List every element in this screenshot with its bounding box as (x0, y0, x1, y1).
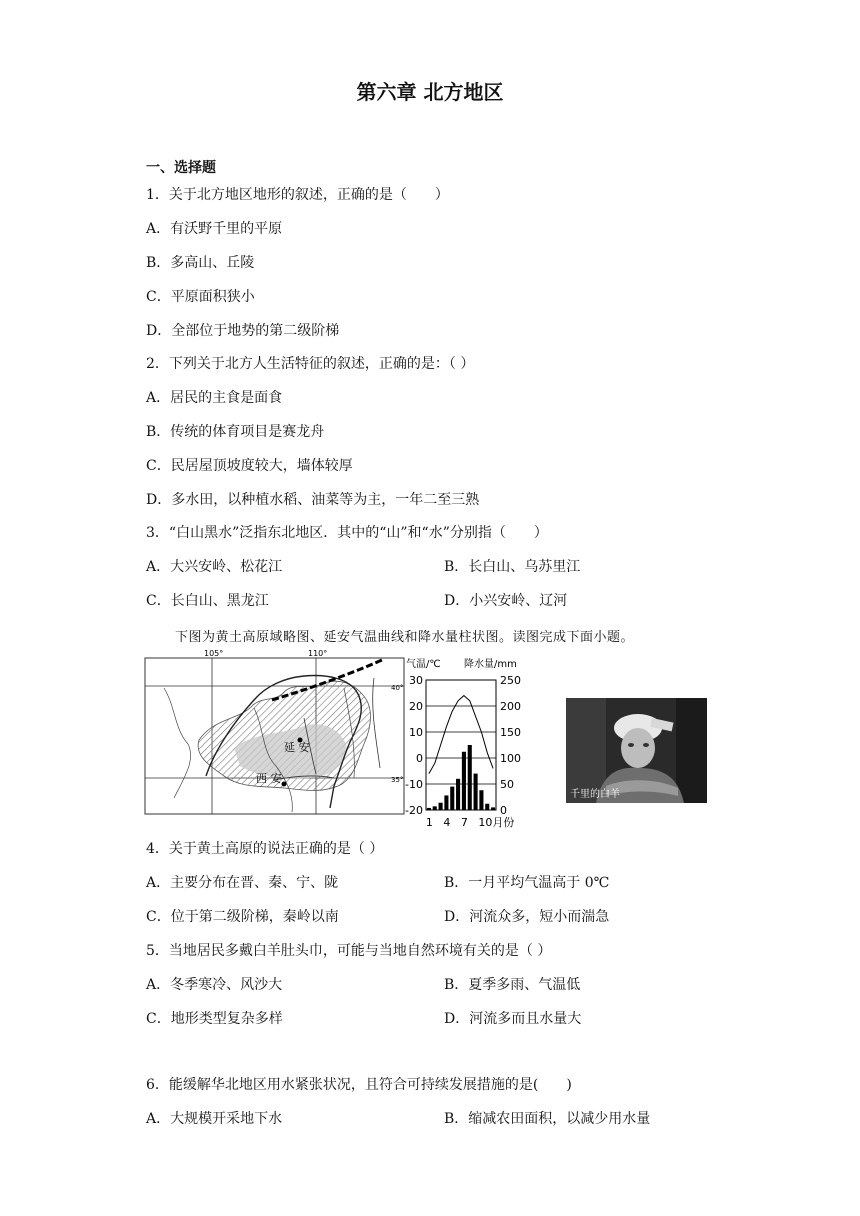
precipitation-tick-label: 150 (500, 726, 521, 739)
lon-110-label: 110° (308, 649, 328, 658)
q2-option-a: A．居民的主食是面食 (146, 390, 283, 406)
xian-marker (282, 782, 287, 787)
q5-option-a: A．冬季寒冷、风沙大 (146, 977, 283, 993)
precipitation-bar (444, 795, 448, 810)
precipitation-tick-label: 250 (500, 674, 521, 687)
q1-option-a: A．有沃野千里的平原 (146, 221, 283, 237)
precipitation-bar (491, 807, 495, 810)
section-heading: 一、选择题 (146, 160, 216, 176)
temperature-tick-label: -10 (405, 778, 423, 791)
city-xian-label: 西 安 (256, 772, 282, 785)
q2-option-d: D．多水田，以种植水稻、油菜等为主，一年二至三熟 (146, 492, 480, 508)
question-1: 1．关于北方地区地形的叙述，正确的是（ ） (146, 187, 449, 203)
face (621, 728, 655, 768)
photo-sheep-herder (566, 698, 707, 803)
precipitation-tick-label: 0 (500, 804, 507, 817)
precipitation-bar (427, 808, 431, 810)
precipitation-tick-label: 50 (500, 778, 514, 791)
precipitation-bar (468, 745, 472, 810)
figure-intro: 下图为黄土高原域略图、延安气温曲线和降水量柱状图。读图完成下面小题。 (175, 630, 635, 645)
yanan-climate-chart (404, 656, 564, 828)
question-2: 2．下列关于北方人生活特征的叙述，正确的是：（ ） (146, 356, 475, 372)
city-yanan-label: 延 安 (284, 741, 310, 754)
lat-40-label: 40° (391, 684, 404, 692)
photo-image (566, 698, 707, 803)
loess-plateau-map (144, 648, 406, 816)
q1-option-b: B．多高山、丘陵 (146, 255, 255, 271)
q3-option-a: A．大兴安岭、松花江 (146, 559, 283, 575)
question-4: 4．关于黄土高原的说法正确的是（ ） (146, 841, 384, 857)
q4-option-c: C．位于第二级阶梯，秦岭以南 (146, 909, 339, 925)
q3-option-d: D．小兴安岭、辽河 (444, 593, 568, 609)
q3-option-c: C．长白山、黑龙江 (146, 593, 269, 609)
temperature-axis-label: 气温/℃ (406, 659, 441, 670)
month-tick-label: 10月份 (478, 816, 515, 828)
precipitation-bar (450, 787, 454, 810)
precipitation-bar (439, 803, 443, 810)
photo-caption: 千里的白羊 (570, 789, 620, 800)
temperature-tick-label: 10 (409, 726, 423, 739)
q4-option-d: D．河流众多，短小而湍急 (444, 909, 610, 925)
temperature-tick-label: 30 (409, 674, 423, 687)
temperature-curve (429, 696, 493, 774)
temperature-tick-label: -20 (405, 804, 423, 817)
month-tick-label: 4 (443, 816, 451, 828)
q1-option-d: D．全部位于地势的第二级阶梯 (146, 323, 340, 339)
question-5: 5．当地居民多戴白羊肚头巾，可能与当地自然环境有关的是（ ） (146, 943, 552, 959)
q6-option-b: B．缩减农田面积，以减少用水量 (444, 1111, 651, 1127)
question-3: 3．“白山黑水”泛指东北地区．其中的“山”和“水”分别指（ ） (146, 525, 548, 541)
lon-105-label: 105° (204, 649, 224, 658)
temperature-tick-label: 0 (416, 752, 423, 765)
precipitation-bar (485, 804, 489, 810)
q2-option-b: B．传统的体育项目是赛龙舟 (146, 424, 325, 440)
precipitation-bar (474, 774, 478, 810)
month-tick-label: 1 (425, 816, 433, 828)
month-tick-label: 7 (460, 816, 468, 828)
temperature-tick-label: 20 (409, 700, 423, 713)
precipitation-axis-label: 降水量/mm (464, 659, 517, 670)
precipitation-bar (456, 779, 460, 810)
q5-option-d: D．河流多而且水量大 (444, 1011, 582, 1027)
q3-option-b: B．长白山、乌苏里江 (444, 559, 581, 575)
q5-option-c: C．地形类型复杂多样 (146, 1011, 283, 1027)
precipitation-bar (479, 790, 483, 810)
precipitation-bar (462, 752, 466, 810)
q1-option-c: C．平原面积狭小 (146, 289, 255, 305)
q5-option-b: B．夏季多雨、气温低 (444, 977, 581, 993)
q4-option-a: A．主要分布在晋、秦、宁、陇 (146, 875, 339, 891)
question-6: 6．能缓解华北地区用水紧张状况，且符合可持续发展措施的是( ) (146, 1077, 572, 1093)
lat-35-label: 35° (391, 776, 404, 784)
precipitation-tick-label: 200 (500, 700, 521, 713)
q2-option-c: C．民居屋顶坡度较大，墙体较厚 (146, 458, 353, 474)
precipitation-bar (433, 806, 437, 810)
page-title: 第六章 北方地区 (356, 80, 504, 104)
precipitation-tick-label: 100 (500, 752, 521, 765)
q4-option-b: B．一月平均气温高于 0℃ (444, 875, 610, 891)
q6-option-a: A．大规模开采地下水 (146, 1111, 283, 1127)
